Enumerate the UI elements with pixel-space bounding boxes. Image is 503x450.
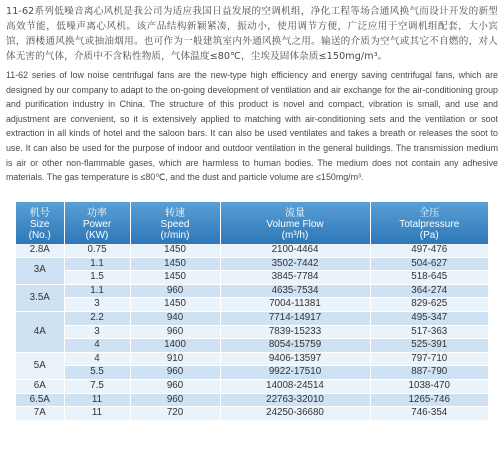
cell-power: 11 <box>64 407 130 421</box>
cell-size: 6A <box>16 379 64 393</box>
table-row <box>16 407 488 421</box>
cell-power: 5.5 <box>64 366 130 380</box>
cell-pressure: 364-274 <box>370 284 488 298</box>
cell-pressure: 525-391 <box>370 339 488 353</box>
cell-speed: 960 <box>130 366 220 380</box>
cell-speed: 1450 <box>130 244 220 257</box>
cell-pressure: 517-363 <box>370 325 488 339</box>
cell-pressure: 1265-746 <box>370 393 488 407</box>
cell-flow: 4635-7534 <box>220 284 370 298</box>
table-row <box>16 271 488 285</box>
cell-pressure: 829-625 <box>370 298 488 312</box>
cell-power: 11 <box>64 393 130 407</box>
cell-flow: 22763-32010 <box>220 393 370 407</box>
table-row <box>16 298 488 312</box>
header-total-pressure: 全压 Totalpressure (Pa) <box>370 202 488 244</box>
table-row <box>16 379 488 393</box>
header-volume-flow: 流量 Volume Flow (m³/h) <box>220 202 370 244</box>
cell-flow: 7004-11381 <box>220 298 370 312</box>
cell-flow: 3502-7442 <box>220 257 370 271</box>
cell-speed: 910 <box>130 352 220 366</box>
table-row <box>16 284 488 298</box>
cell-size: 3.5A <box>16 284 64 311</box>
cell-pressure: 797-710 <box>370 352 488 366</box>
table-row <box>16 257 488 271</box>
cell-power: 7.5 <box>64 379 130 393</box>
cell-power: 1.5 <box>64 271 130 285</box>
cell-size: 5A <box>16 352 64 379</box>
fan-spec-table <box>16 202 488 421</box>
cell-size: 6.5A <box>16 393 64 407</box>
table-row <box>16 311 488 325</box>
header-size: 机号 Size (No.) <box>16 202 64 244</box>
cell-power: 4 <box>64 352 130 366</box>
cell-size: 3A <box>16 257 64 284</box>
intro-english-paragraph: 11-62 series of low noise centrifugal fans are the new-type high efficiency and energy saving centrifugal fans, which are designed by our company to adapt to the on-going development of ventilation and air exchange for the air-conditioning group and purification industry in China. The structure of this product is novel and compact, vibration is small, and use and adjustment are convenient, so it is extensively applied to matching with air-conditioning sets and the ventilation or soot extraction in all kinds of hotel and the saloon bars. It can also be used ventilates and takes a breath or releases the soot to use. It can also be used for the purpose of indoor and outdoor ventilation in the general buildings. The transmission medium is air or other non-flammable gases, which are harmless to human bodies. The medium does not contain any adhesive materials. The gas temperature is ≤80℃, and the dust and particle volume are ≤150mg/m³. <box>6 70 498 183</box>
intro-chinese-paragraph: 11-62系列低噪音离心风机是我公司为适应我国日益发展的空调机组，净化工程等场合通风换气而设计开发的新型高效节能，低噪声离心风机。该产品结构新颖紧凑，振动小，使用调节方便，广泛应用于空调机组配套，大小宾馆，酒楼通风换气或抽油烟用。也可作为一般建筑室内外通风换气之用。输送的介质为空气或其它不自燃的，对人体无害的气体，介质中不含粘性物质，气体温度≤80℃，尘埃及固体杂质≤150mg/m³。 <box>6 6 498 62</box>
table-row <box>16 352 488 366</box>
table-row <box>16 325 488 339</box>
cell-speed: 1450 <box>130 257 220 271</box>
header-speed: 转速 Speed (r/min) <box>130 202 220 244</box>
cell-size: 2.8A <box>16 244 64 257</box>
cell-speed: 960 <box>130 379 220 393</box>
cell-pressure: 887-790 <box>370 366 488 380</box>
cell-flow: 8054-15759 <box>220 339 370 353</box>
cell-power: 1.1 <box>64 257 130 271</box>
cell-pressure: 495-347 <box>370 311 488 325</box>
table-row <box>16 393 488 407</box>
cell-size: 7A <box>16 407 64 421</box>
cell-flow: 7714-14917 <box>220 311 370 325</box>
cell-speed: 1450 <box>130 271 220 285</box>
cell-speed: 1450 <box>130 298 220 312</box>
table-row <box>16 339 488 353</box>
header-power: 功率 Power (KW) <box>64 202 130 244</box>
cell-power: 3 <box>64 325 130 339</box>
cell-flow: 24250-36680 <box>220 407 370 421</box>
cell-speed: 940 <box>130 311 220 325</box>
cell-flow: 14008-24514 <box>220 379 370 393</box>
table-header-row <box>16 202 488 244</box>
cell-speed: 960 <box>130 284 220 298</box>
cell-power: 2.2 <box>64 311 130 325</box>
cell-flow: 2100-4464 <box>220 244 370 257</box>
cell-speed: 720 <box>130 407 220 421</box>
cell-pressure: 746-354 <box>370 407 488 421</box>
cell-power: 3 <box>64 298 130 312</box>
cell-pressure: 497-476 <box>370 244 488 257</box>
cell-pressure: 504-627 <box>370 257 488 271</box>
cell-size: 4A <box>16 311 64 352</box>
cell-flow: 9922-17510 <box>220 366 370 380</box>
cell-flow: 9406-13597 <box>220 352 370 366</box>
cell-flow: 3845-7784 <box>220 271 370 285</box>
cell-speed: 960 <box>130 393 220 407</box>
cell-pressure: 518-645 <box>370 271 488 285</box>
cell-flow: 7839-15233 <box>220 325 370 339</box>
cell-speed: 1400 <box>130 339 220 353</box>
cell-pressure: 1038-470 <box>370 379 488 393</box>
table-row <box>16 244 488 257</box>
cell-power: 1.1 <box>64 284 130 298</box>
table-row <box>16 366 488 380</box>
cell-power: 0.75 <box>64 244 130 257</box>
table-body <box>16 244 488 420</box>
cell-power: 4 <box>64 339 130 353</box>
cell-speed: 960 <box>130 325 220 339</box>
